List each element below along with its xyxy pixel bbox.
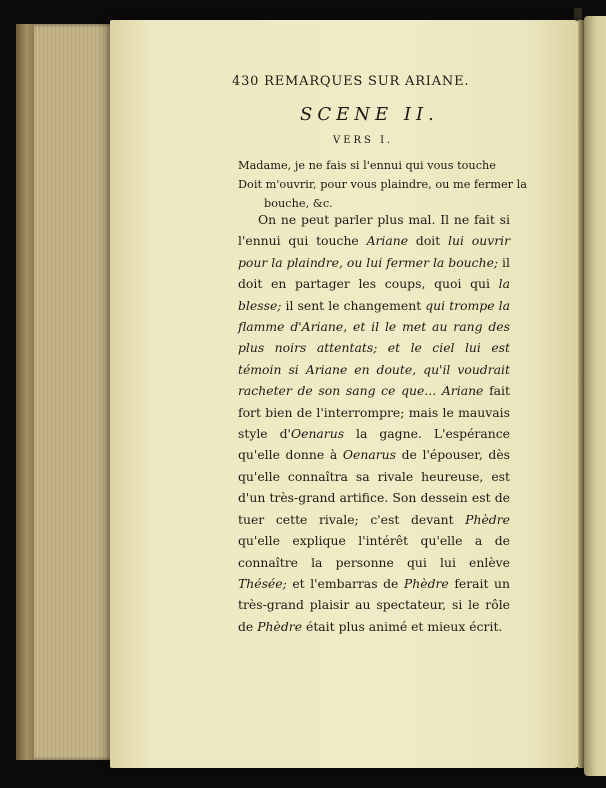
body-text: il doit en partager les coups, quoi qui [238,254,510,292]
body-emphasis: qui trompe la flamme d'Ariane, et il le met au rang des plus noirs attentats; et le ciel lui est témoin si Ariane en doute, qu'il voudrait racheter de son sang ce que... [238,297,510,399]
verse-quote [238,156,528,213]
body-emphasis: Oenarus [342,447,396,463]
body-emphasis: Phèdre [465,511,510,527]
body-text: fait fort bien de l'interrompre; mais le mauvais style d' [238,383,510,442]
body-text: il sent le changement [281,297,426,313]
body-emphasis: Phèdre [257,618,303,634]
facing-page-edge [584,16,606,776]
body-emphasis: Thésée; [238,575,287,591]
commentary-paragraph [238,209,510,637]
body-emphasis: lui ouvrir pour la plaindre, ou lui fermer la bouche; [238,233,511,270]
verse-line: Doit m'ouvrir, pour vous plaindre, ou me fermer la [238,178,528,191]
paragraph [238,209,510,637]
verse-line: bouche, &c. [264,197,333,210]
body-emphasis: Ariane [441,383,484,399]
running-head: 430 REMARQUES SUR ARIANE. [232,74,470,89]
body-text: la gagne. L'espérance qu'elle donne à [238,426,510,463]
page-gutter [578,20,584,768]
scene-title: SCENE II. [300,104,439,125]
body-text: était plus animé et mieux écrit. [302,618,503,634]
body-emphasis: Oenarus [290,426,345,442]
body-text: On ne peut parler plus mal. Il ne fait si l'ennui qui touche [238,212,510,249]
body-emphasis: Phèdre [403,575,449,591]
body-text: qu'elle explique l'intérêt qu'elle a de connaître la personne qui lui enlève [238,533,510,570]
book-binding [16,24,34,760]
body-emphasis: la blesse; [238,276,510,313]
verse-label: VERS I. [333,135,394,146]
body-text: doit [408,233,449,249]
body-emphasis: Ariane [366,233,409,249]
verse-line: Madame, je ne fais si l'ennui qui vous touche [238,159,496,172]
body-text: et l'embarras de [286,575,404,591]
body-text: de l'épouser, dès qu'elle connaîtra sa rivale heureuse, est d'un très-grand artifice. Son dessein est de tuer cette rivale; c'est devant [238,447,511,527]
body-text: ferait un très-grand plaisir au spectateur, si le rôle de [238,575,510,634]
